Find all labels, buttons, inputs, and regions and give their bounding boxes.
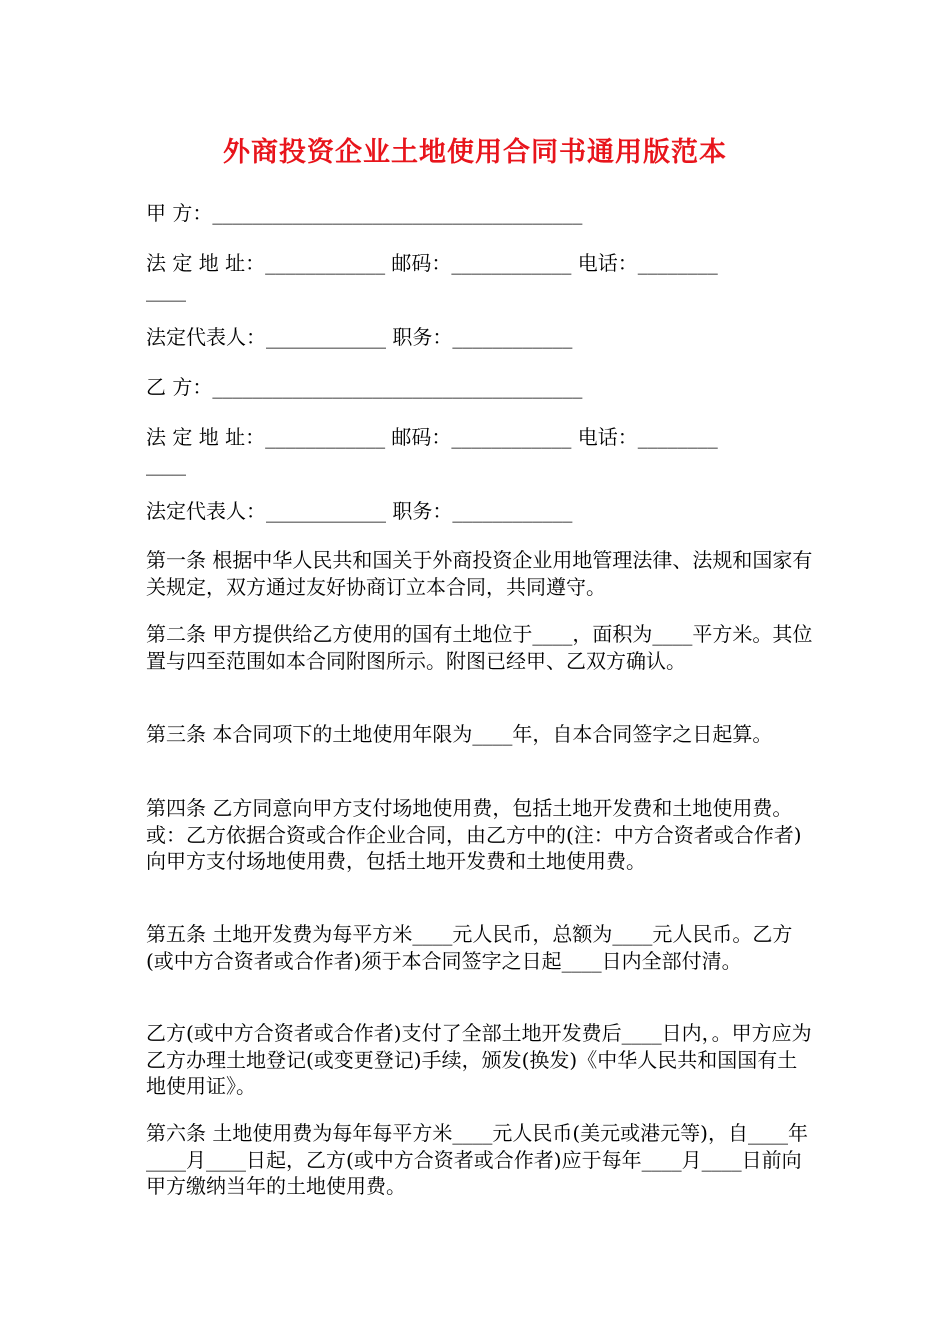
party-b-name-line: 乙 方：_____________________________________ (146, 375, 583, 399)
document-title: 外商投资企业土地使用合同书通用版范本 (223, 137, 727, 168)
article-4: 第四条 乙方同意向甲方支付场地使用费，包括土地开发费和土地使用费。或：乙方依据合资或合作企业合同，由乙方中的(注：中方合资者或合作者)向甲方支付场地使用费，包括土地开发费和土地使用费。 (146, 796, 802, 873)
party-b-representative-line: 法定代表人：____________ 职务：____________ (146, 499, 573, 523)
article-2: 第二条 甲方提供给乙方使用的国有土地位于____，面积为____平方米。其位置与四至范围如本合同附图所示。附图已经甲、乙双方确认。 (146, 622, 813, 673)
article-1: 第一条 根据中华人民共和国关于外商投资企业用地管理法律、法规和国家有关规定，双方通过友好协商订立本合同，共同遵守。 (146, 548, 813, 599)
party-a-name-line: 甲 方：_____________________________________ (146, 201, 583, 225)
article-5: 第五条 土地开发费为每平方米____元人民币，总额为____元人民币。乙方(或中方合资者或合作者)须于本合同签字之日起____日内全部付清。 (146, 922, 793, 973)
article-3: 第三条 本合同项下的土地使用年限为____年，自本合同签字之日起算。 (146, 722, 773, 746)
article-6: 第六条 土地使用费为每年每平方米____元人民币(美元或港元等)，自____年____月____日起，乙方(或中方合资者或合作者)应于每年____月____日前向甲方缴纳当年的土地使用费。 (146, 1121, 808, 1198)
party-a-address-line: 法 定 地 址：____________ 邮码：____________ 电话：________ (146, 251, 718, 275)
party-b-address-wrap: ____ (146, 452, 186, 476)
party-a-representative-line: 法定代表人：____________ 职务：____________ (146, 325, 573, 349)
party-b-address-line: 法 定 地 址：____________ 邮码：____________ 电话：________ (146, 425, 718, 449)
article-5-continued: 乙方(或中方合资者或合作者)支付了全部土地开发费后____日内，。甲方应为乙方办理土地登记(或变更登记)手续，颁发(换发)《中华人民共和国国有土地使用证》。 (146, 1021, 812, 1098)
party-a-address-wrap: ____ (146, 278, 186, 302)
